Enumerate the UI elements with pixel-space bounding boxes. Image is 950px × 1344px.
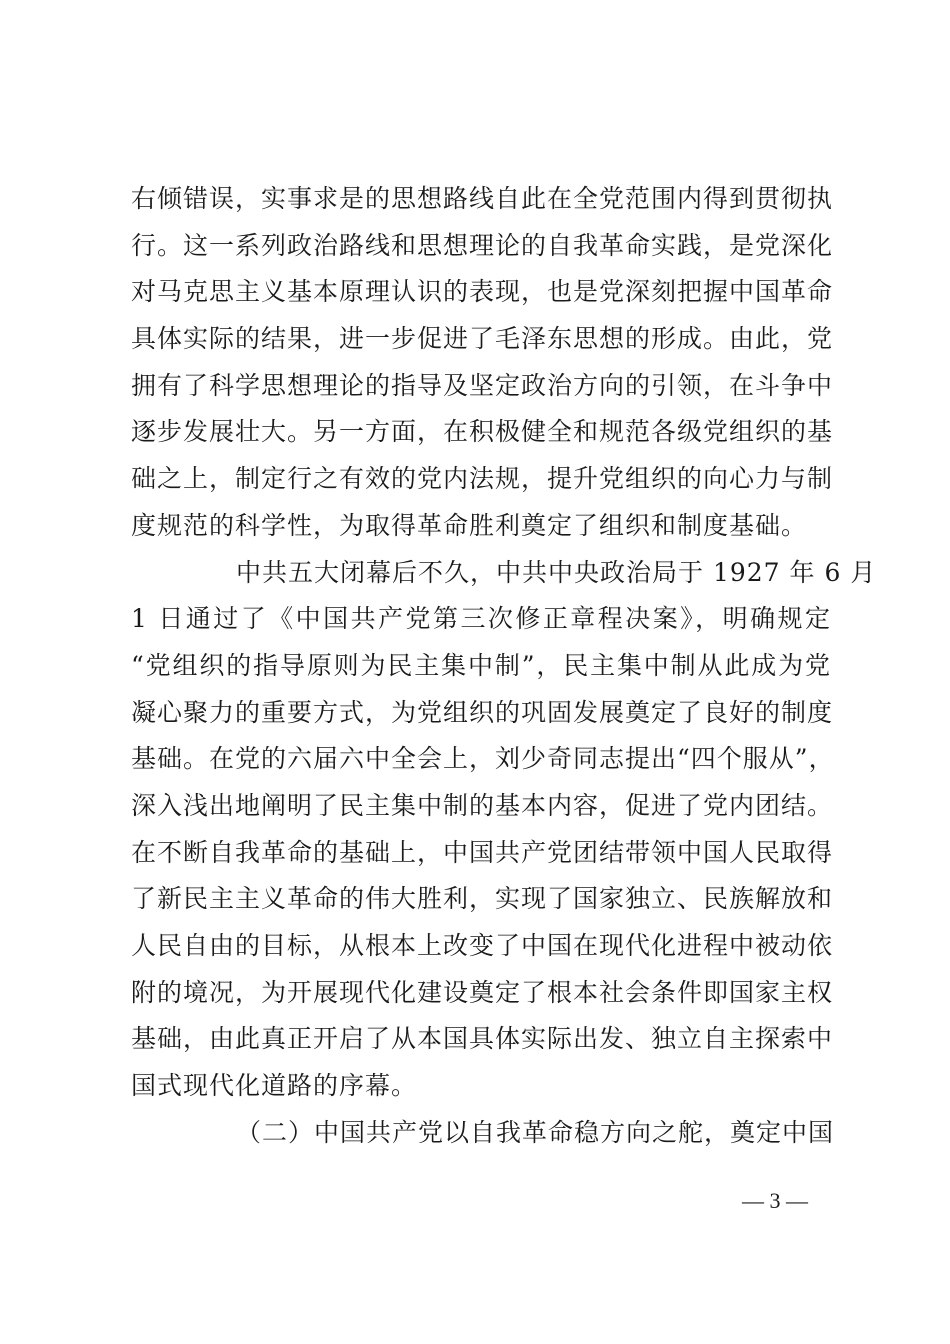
text-line: 右倾错误，实事求是的思想路线自此在全党范围内得到贯彻执 — [131, 184, 834, 213]
text-line: 对马克思主义基本原理认识的表现，也是党深刻把握中国革命 — [131, 277, 834, 307]
text-line: 基础，由此真正开启了从本国具体实际出发、独立自主探索中 — [131, 1024, 834, 1054]
text-line: 了新民主主义革命的伟大胜利，实现了国家独立、民族解放和 — [131, 884, 834, 914]
paragraph-last-line: 度规范的科学性，为取得革命胜利奠定了组织和制度基础。 — [131, 510, 808, 540]
section-heading: （二）中国共产党以自我革命稳方向之舵，奠定中国 — [236, 1117, 835, 1147]
text-line: 础之上，制定行之有效的党内法规，提升党组织的向心力与制 — [131, 464, 834, 494]
text-line: 人民自由的目标，从根本上改变了中国在现代化进程中被动依 — [131, 931, 834, 960]
text-line: 1 日通过了《中国共产党第三次修正章程决案》，明确规定 — [131, 604, 831, 634]
text-line: 深入浅出地阐明了民主集中制的基本内容，促进了党内团结。 — [131, 790, 834, 820]
text-line: 行。这一系列政治路线和思想理论的自我革命实践，是党深化 — [131, 230, 834, 260]
text-line: 逐步发展壮大。另一方面，在积极健全和规范各级党组织的基 — [131, 417, 834, 447]
text-line: 附的境况，为开展现代化建设奠定了根本社会条件即国家主权 — [131, 977, 834, 1007]
paragraph-last-line: 国式现代化道路的序幕。 — [131, 1071, 418, 1101]
text-line: 具体实际的结果，进一步促进了毛泽东思想的形成。由此，党 — [131, 324, 834, 354]
page-number: — 3 — — [742, 1188, 808, 1213]
text-line: 基础。在党的六届六中全会上，刘少奇同志提出“四个服从”， — [131, 744, 835, 774]
text-line: 拥有了科学思想理论的指导及坚定政治方向的引领，在斗争中 — [131, 370, 834, 400]
paragraph-first-line: 中共五大闭幕后不久，中共中央政治局于 1927 年 6 月 — [236, 557, 877, 587]
document-body — [131, 176, 877, 1156]
text-line: 凝心聚力的重要方式，为党组织的巩固发展奠定了良好的制度 — [131, 697, 834, 727]
text-line: “党组织的指导原则为民主集中制”，民主集中制从此成为党 — [131, 650, 831, 680]
text-line: 在不断自我革命的基础上，中国共产党团结带领中国人民取得 — [131, 837, 834, 867]
